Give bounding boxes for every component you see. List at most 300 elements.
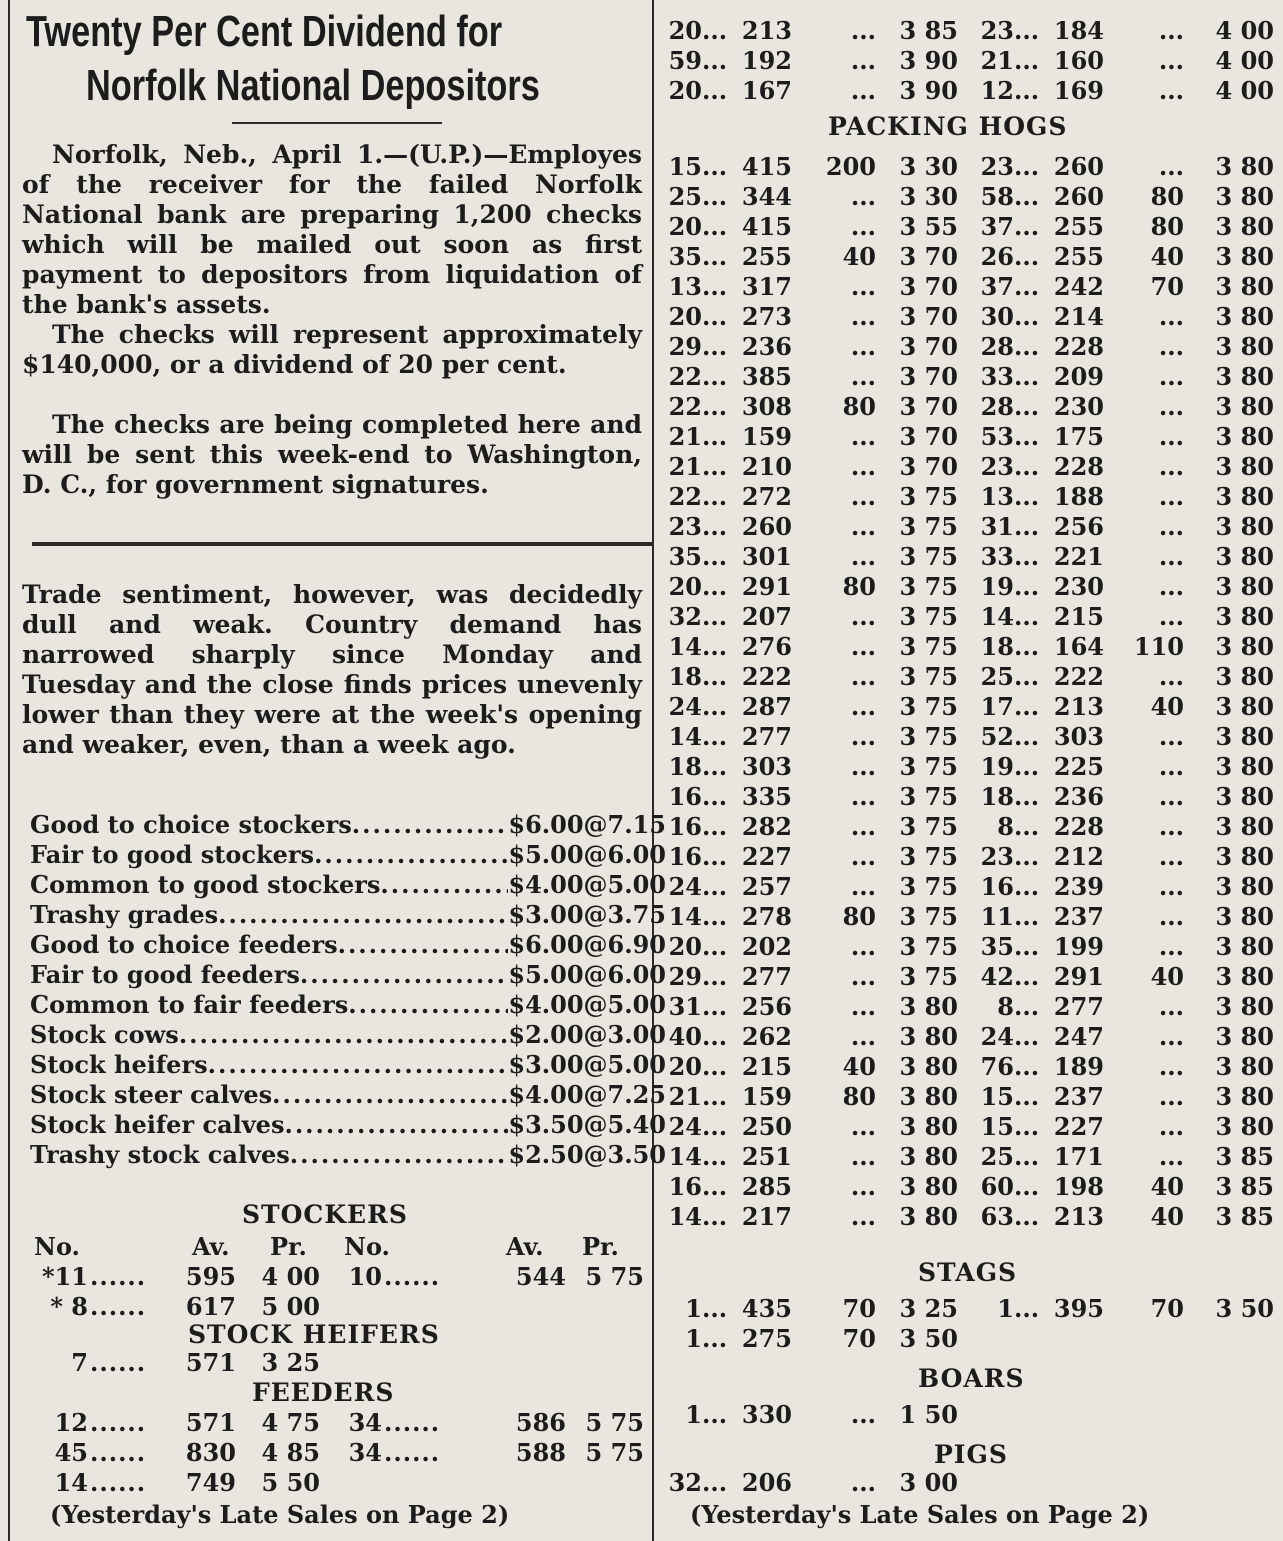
count-cell: 33 [980, 542, 1014, 571]
pigs-weight-cell: ... [850, 692, 876, 721]
price-range-row [30, 900, 666, 930]
leader-dots [314, 840, 508, 870]
right-footer: (Yesterday's Late Sales on Page 2) [690, 1500, 1150, 1529]
average-weight-cell: 222 [741, 662, 792, 691]
average-weight-cell: 255 [1053, 242, 1104, 271]
leader-dots: ... [1014, 662, 1040, 691]
price-cell: 3 70 [899, 332, 958, 361]
pigs-weight-cell: ... [850, 512, 876, 541]
pigs-weight-cell: 200 [825, 152, 876, 181]
price-range-row [30, 1110, 666, 1140]
pigs-weight-cell: ... [1158, 332, 1184, 361]
average-weight-cell: 287 [741, 692, 792, 721]
count-cell: 16 [668, 1172, 702, 1201]
pigs-weight-cell: ... [1158, 932, 1184, 961]
column-divider-left [8, 0, 10, 1541]
leader-dots: ... [1014, 722, 1040, 751]
price-cell: 3 75 [899, 752, 958, 781]
average-weight-cell: 344 [741, 182, 792, 211]
price-cell: 3 80 [899, 1082, 958, 1111]
price-cell: 5 50 [261, 1468, 320, 1497]
price-range-row [30, 990, 666, 1020]
average-weight-cell: 260 [1053, 182, 1104, 211]
count-cell: 19 [980, 572, 1014, 601]
table-row [660, 452, 1280, 482]
price-cell: 3 80 [1215, 902, 1274, 931]
price-range-label: Trashy stock calves [30, 1140, 290, 1169]
leader-dots [300, 960, 509, 990]
pigs-weight-cell: ... [850, 962, 876, 991]
price-cell: 3 80 [1215, 722, 1274, 751]
price-range-row [30, 810, 666, 840]
price-cell: 3 80 [899, 1172, 958, 1201]
price-range-label: Common to good stockers [30, 870, 381, 899]
count-cell: 32 [668, 602, 702, 631]
leader-dots [218, 900, 508, 930]
pigs-weight-cell: ... [850, 302, 876, 331]
average-weight-cell: 199 [1053, 932, 1104, 961]
table-row [660, 272, 1280, 302]
count-cell: 18 [668, 752, 702, 781]
pigs-weight-cell: ... [850, 452, 876, 481]
average-weight-cell: 301 [741, 542, 792, 571]
count-cell: 14 [668, 1202, 702, 1231]
article-paragraph-3: The checks are being completed here and will be sent this week-end to Washington, D. C., for government signatures. [22, 410, 642, 499]
pigs-weight-cell: ... [1158, 812, 1184, 841]
count-cell: 34 [348, 1438, 382, 1467]
count-cell: 18 [980, 632, 1014, 661]
pigs-weight-cell: ... [1158, 16, 1184, 45]
leader-dots [208, 1050, 509, 1080]
count-cell: 17 [980, 692, 1014, 721]
leader-dots: ...... [384, 1438, 441, 1467]
average-weight-cell: 308 [741, 392, 792, 421]
leader-dots: ... [702, 212, 728, 241]
price-cell: 3 90 [899, 46, 958, 75]
price-cell: 3 85 [899, 16, 958, 45]
average-weight-cell: 192 [741, 46, 792, 75]
pigs-weight-cell: ... [1158, 362, 1184, 391]
count-cell: 23 [980, 842, 1014, 871]
leader-dots: ... [702, 842, 728, 871]
table-row [660, 152, 1280, 182]
leader-dots: ...... [384, 1408, 441, 1437]
count-cell: 23 [980, 16, 1014, 45]
price-cell: 3 80 [1215, 212, 1274, 241]
count-cell: 16 [668, 782, 702, 811]
leader-dots: ... [1014, 542, 1040, 571]
count-cell: 35 [668, 242, 702, 271]
price-cell: 3 80 [1215, 602, 1274, 631]
average-weight-cell: 171 [1053, 1142, 1104, 1171]
table-row [660, 1172, 1280, 1202]
headline-rule [232, 122, 442, 124]
leader-dots: ... [1014, 812, 1040, 841]
table-row [660, 482, 1280, 512]
table-row [660, 692, 1280, 722]
pigs-weight-cell: ... [1158, 542, 1184, 571]
price-cell: 4 00 [1215, 16, 1274, 45]
table-row [22, 1348, 646, 1378]
count-cell: 28 [980, 392, 1014, 421]
price-range-label: Good to choice feeders [30, 930, 338, 959]
count-cell: 1 [685, 1324, 702, 1353]
average-weight-cell: 830 [185, 1438, 236, 1467]
average-weight-cell: 175 [1053, 422, 1104, 451]
average-weight-cell: 317 [741, 272, 792, 301]
price-cell: 3 50 [899, 1324, 958, 1353]
count-cell: 26 [980, 242, 1014, 271]
count-cell: 15 [980, 1112, 1014, 1141]
leader-dots: ... [1014, 1022, 1040, 1051]
packing-hogs-title: PACKING HOGS [828, 112, 1068, 141]
pigs-weight-cell: 80 [1150, 212, 1184, 241]
price-cell: 3 80 [1215, 662, 1274, 691]
boars-title: BOARS [918, 1364, 1025, 1393]
average-weight-cell: 215 [741, 1052, 792, 1081]
pigs-weight-cell: ... [850, 212, 876, 241]
average-weight-cell: 225 [1053, 752, 1104, 781]
price-cell: 3 80 [1215, 242, 1274, 271]
price-cell: 4 00 [1215, 46, 1274, 75]
leader-dots: ... [1014, 422, 1040, 451]
leader-dots: ...... [90, 1438, 147, 1467]
price-cell: 3 80 [899, 992, 958, 1021]
count-cell: 24 [668, 872, 702, 901]
average-weight-cell: 260 [1053, 152, 1104, 181]
price-range-label: Stock heifer calves [30, 1110, 285, 1139]
price-cell: 3 50 [1215, 1294, 1274, 1323]
headline-line-2: Norfolk National Depositors [86, 61, 540, 110]
leader-dots [272, 1080, 508, 1110]
average-weight-cell: 230 [1053, 572, 1104, 601]
average-weight-cell: 213 [1053, 692, 1104, 721]
price-cell: 3 75 [899, 662, 958, 691]
table-row [660, 752, 1280, 782]
leader-dots: ...... [90, 1292, 147, 1321]
average-weight-cell: 206 [741, 1468, 792, 1497]
pigs-weight-cell: ... [850, 662, 876, 691]
pigs-weight-cell: 40 [842, 1052, 876, 1081]
price-cell: 4 75 [261, 1408, 320, 1437]
average-weight-cell: 385 [741, 362, 792, 391]
count-cell: 14 [980, 602, 1014, 631]
leader-dots: ... [1014, 692, 1040, 721]
pigs-weight-cell: ... [850, 782, 876, 811]
price-cell: 4 85 [261, 1438, 320, 1467]
average-weight-cell: 277 [741, 722, 792, 751]
average-weight-cell: 250 [741, 1112, 792, 1141]
average-weight-cell: 214 [1053, 302, 1104, 331]
average-weight-cell: 277 [1053, 992, 1104, 1021]
price-cell: 3 75 [899, 632, 958, 661]
average-weight-cell: 588 [515, 1438, 566, 1467]
average-weight-cell: 595 [185, 1262, 236, 1291]
price-cell: 3 80 [1215, 302, 1274, 331]
price-range-value: $6.00@6.90 [508, 930, 666, 959]
count-cell: 12 [980, 76, 1014, 105]
count-cell: 18 [980, 782, 1014, 811]
price-cell: 3 75 [899, 602, 958, 631]
average-weight-cell: 255 [1053, 212, 1104, 241]
average-weight-cell: 189 [1053, 1052, 1104, 1081]
price-cell: 3 75 [899, 872, 958, 901]
leader-dots: ... [1014, 392, 1040, 421]
count-cell: 63 [980, 1202, 1014, 1231]
leader-dots: ... [702, 692, 728, 721]
price-cell: 3 85 [1215, 1142, 1274, 1171]
count-cell: 21 [668, 1082, 702, 1111]
price-cell: 3 75 [899, 782, 958, 811]
count-cell: 12 [54, 1408, 88, 1437]
leader-dots: ... [702, 422, 728, 451]
leader-dots: ... [1014, 1202, 1040, 1231]
count-cell: 14 [668, 1142, 702, 1171]
pigs-weight-cell: 40 [1150, 242, 1184, 271]
leader-dots: ... [1014, 1112, 1040, 1141]
price-range-row [30, 1020, 666, 1050]
table-row [660, 962, 1280, 992]
table-row [660, 722, 1280, 752]
count-cell: 31 [668, 992, 702, 1021]
price-cell: 3 80 [899, 1052, 958, 1081]
price-cell: 3 75 [899, 542, 958, 571]
table-row [660, 512, 1280, 542]
header-pr-1: Pr. [270, 1232, 307, 1261]
price-range-label: Stock steer calves [30, 1080, 273, 1109]
average-weight-cell: 221 [1053, 542, 1104, 571]
pigs-weight-cell: ... [850, 76, 876, 105]
pigs-weight-cell: ... [850, 1202, 876, 1231]
pigs-weight-cell: ... [850, 182, 876, 211]
pigs-weight-cell: ... [850, 872, 876, 901]
table-row [660, 1022, 1280, 1052]
price-cell: 3 25 [261, 1348, 320, 1377]
pigs-weight-cell: ... [850, 46, 876, 75]
price-cell: 3 85 [1215, 1172, 1274, 1201]
table-row [660, 542, 1280, 572]
count-cell: 52 [980, 722, 1014, 751]
count-cell: 1 [997, 1294, 1014, 1323]
price-cell: 3 80 [1215, 332, 1274, 361]
count-cell: 1 [685, 1294, 702, 1323]
price-cell: 3 75 [899, 902, 958, 931]
count-cell: 18 [668, 662, 702, 691]
count-cell: *11 [42, 1262, 88, 1291]
table-row [660, 992, 1280, 1022]
leader-dots: ... [1014, 902, 1040, 931]
leader-dots: ... [702, 1202, 728, 1231]
pigs-weight-cell: ... [1158, 872, 1184, 901]
price-range-value: $5.00@6.00 [508, 960, 666, 989]
article-paragraph-1: Norfolk, Neb., April 1.—(U.P.)—Employes of the receiver for the failed Norfolk National bank are preparing 1,200 checks which will be mailed out soon as first payment to depositors from liquidation of the bank's assets. [22, 140, 642, 319]
pigs-weight-cell: ... [1158, 452, 1184, 481]
price-cell: 3 80 [1215, 692, 1274, 721]
market-paragraph: Trade sentiment, however, was decidedly dull and weak. Country demand has narrowed sharply since Monday and Tuesday and the close finds prices unevenly lower than they were at the week's opening and weaker, even, than a week ago. [22, 580, 642, 759]
leader-dots: ... [702, 1400, 728, 1429]
price-cell: 3 55 [899, 212, 958, 241]
average-weight-cell: 435 [741, 1294, 792, 1323]
price-range-label: Common to fair feeders [30, 990, 349, 1019]
leader-dots: ... [702, 152, 728, 181]
average-weight-cell: 303 [1053, 722, 1104, 751]
pigs-weight-cell: ... [850, 422, 876, 451]
price-cell: 3 80 [1215, 782, 1274, 811]
average-weight-cell: 303 [741, 752, 792, 781]
count-cell: 21 [668, 452, 702, 481]
average-weight-cell: 237 [1053, 1082, 1104, 1111]
count-cell: 14 [668, 722, 702, 751]
pigs-weight-cell: ... [1158, 782, 1184, 811]
average-weight-cell: 228 [1053, 452, 1104, 481]
leader-dots: ... [702, 992, 728, 1021]
pigs-title: PIGS [934, 1440, 1008, 1469]
pigs-weight-cell: ... [850, 992, 876, 1021]
leader-dots: ... [702, 242, 728, 271]
pigs-weight-cell: 80 [1150, 182, 1184, 211]
pigs-weight-cell: ... [1158, 662, 1184, 691]
pigs-weight-cell: ... [850, 272, 876, 301]
average-weight-cell: 160 [1053, 46, 1104, 75]
pigs-weight-cell: 70 [1150, 1294, 1184, 1323]
leader-dots: ... [702, 1142, 728, 1171]
leader-dots: ... [702, 1052, 728, 1081]
table-row [660, 1468, 1280, 1498]
pigs-weight-cell: ... [1158, 1022, 1184, 1051]
price-cell: 3 80 [1215, 1052, 1274, 1081]
leader-dots: ... [1014, 872, 1040, 901]
count-cell: 76 [980, 1052, 1014, 1081]
pigs-weight-cell: ... [850, 602, 876, 631]
average-weight-cell: 169 [1053, 76, 1104, 105]
pigs-weight-cell: ... [1158, 46, 1184, 75]
leader-dots: ... [1014, 182, 1040, 211]
average-weight-cell: 256 [741, 992, 792, 1021]
table-row [660, 842, 1280, 872]
price-cell: 3 80 [1215, 482, 1274, 511]
count-cell: 14 [54, 1468, 88, 1497]
pigs-weight-cell: 80 [842, 902, 876, 931]
left-footer: (Yesterday's Late Sales on Page 2) [50, 1500, 510, 1529]
average-weight-cell: 277 [741, 962, 792, 991]
count-cell: 24 [668, 1112, 702, 1141]
headline-line-1: Twenty Per Cent Dividend for [26, 7, 503, 56]
leader-dots: ... [702, 662, 728, 691]
leader-dots [380, 870, 508, 900]
leader-dots: ... [1014, 632, 1040, 661]
average-weight-cell: 586 [515, 1408, 566, 1437]
table-row [660, 932, 1280, 962]
leader-dots: ... [702, 902, 728, 931]
count-cell: 8 [997, 992, 1014, 1021]
average-weight-cell: 255 [741, 242, 792, 271]
pigs-weight-cell: ... [1158, 512, 1184, 541]
average-weight-cell: 330 [741, 1400, 792, 1429]
table-row [660, 182, 1280, 212]
leader-dots: ... [702, 272, 728, 301]
leader-dots [284, 1110, 508, 1140]
price-range-label: Fair to good feeders [30, 960, 300, 989]
price-cell: 3 75 [899, 842, 958, 871]
price-cell: 3 75 [899, 572, 958, 601]
average-weight-cell: 276 [741, 632, 792, 661]
leader-dots: ... [702, 482, 728, 511]
table-row [22, 1262, 646, 1292]
table-row [660, 872, 1280, 902]
count-cell: 16 [668, 812, 702, 841]
price-cell: 5 75 [585, 1408, 644, 1437]
price-range-value: $3.00@5.00 [508, 1050, 666, 1079]
article-separator [32, 542, 652, 546]
count-cell: 25 [980, 662, 1014, 691]
price-cell: 3 80 [1215, 842, 1274, 871]
count-cell: 25 [980, 1142, 1014, 1171]
count-cell: 58 [980, 182, 1014, 211]
leader-dots: ... [702, 512, 728, 541]
table-row [660, 422, 1280, 452]
count-cell: 22 [668, 362, 702, 391]
price-range-value: $4.00@7.25 [508, 1080, 666, 1109]
leader-dots: ... [1014, 962, 1040, 991]
average-weight-cell: 237 [1053, 902, 1104, 931]
leader-dots: ... [702, 332, 728, 361]
leader-dots: ... [1014, 272, 1040, 301]
price-range-value: $2.00@3.00 [508, 1020, 666, 1049]
average-weight-cell: 285 [741, 1172, 792, 1201]
count-cell: 24 [980, 1022, 1014, 1051]
price-range-label: Stock heifers [30, 1050, 208, 1079]
price-cell: 5 00 [261, 1292, 320, 1321]
leader-dots: ... [702, 872, 728, 901]
leader-dots: ... [702, 362, 728, 391]
pigs-weight-cell: ... [850, 932, 876, 961]
price-cell: 3 80 [1215, 632, 1274, 661]
table-row [660, 1112, 1280, 1142]
count-cell: 40 [668, 1022, 702, 1051]
price-cell: 3 80 [1215, 452, 1274, 481]
average-weight-cell: 213 [1053, 1202, 1104, 1231]
count-cell: 53 [980, 422, 1014, 451]
pigs-weight-cell: ... [1158, 572, 1184, 601]
price-cell: 3 70 [899, 242, 958, 271]
pigs-weight-cell: ... [1158, 602, 1184, 631]
average-weight-cell: 415 [741, 212, 792, 241]
price-range-value: $4.00@5.00 [508, 990, 666, 1019]
average-weight-cell: 749 [185, 1468, 236, 1497]
count-cell: 35 [668, 542, 702, 571]
pigs-weight-cell: ... [1158, 722, 1184, 751]
leader-dots: ... [1014, 782, 1040, 811]
pigs-weight-cell: ... [850, 1172, 876, 1201]
stockers-title: STOCKERS [242, 1200, 408, 1229]
count-cell: 29 [668, 962, 702, 991]
average-weight-cell: 184 [1053, 16, 1104, 45]
header-no-2: No. [344, 1232, 390, 1261]
leader-dots: ... [702, 812, 728, 841]
pigs-weight-cell: ... [850, 842, 876, 871]
average-weight-cell: 256 [1053, 512, 1104, 541]
pigs-weight-cell: ... [1158, 76, 1184, 105]
price-cell: 3 80 [1215, 812, 1274, 841]
count-cell: 28 [980, 332, 1014, 361]
pigs-weight-cell: ... [850, 362, 876, 391]
leader-dots: ... [702, 16, 728, 45]
average-weight-cell: 215 [1053, 602, 1104, 631]
pigs-weight-cell: ... [850, 16, 876, 45]
average-weight-cell: 291 [741, 572, 792, 601]
price-cell: 5 75 [585, 1438, 644, 1467]
table-row [660, 1202, 1280, 1232]
